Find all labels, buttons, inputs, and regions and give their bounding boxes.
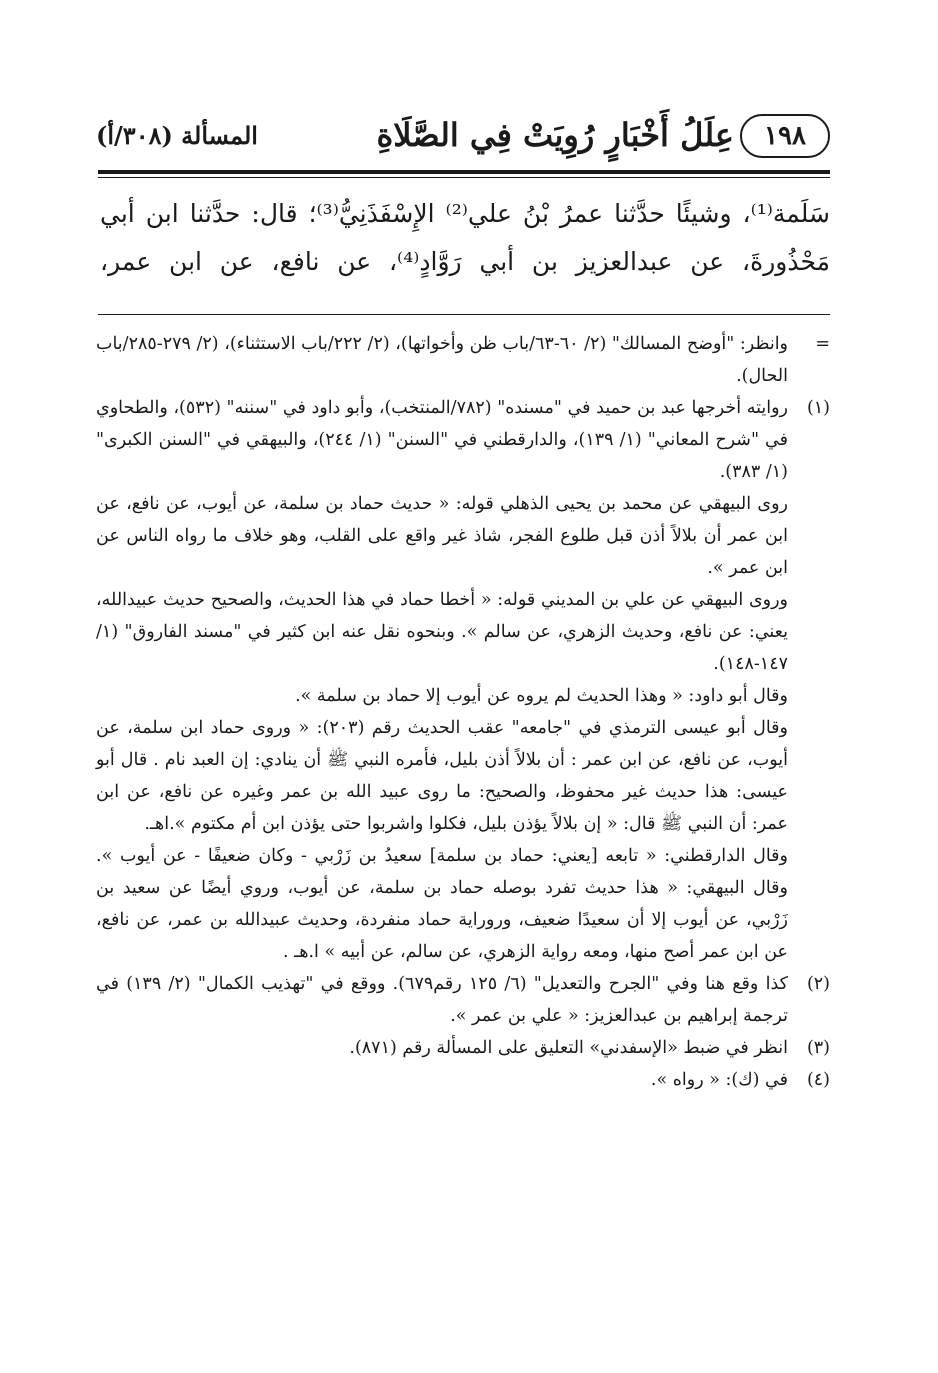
footnote-paragraph: انظر في ضبط «الإسفدني» التعليق على المسألة رقم (٨٧١). [349, 1038, 788, 1058]
footnote-1 [96, 392, 830, 968]
footnote-paragraph: في (ك): « رواه ». [650, 1070, 788, 1090]
main-text-line: سَلَمة⁽¹⁾، وشيئًا حدَّثنا عمرُ بْنُ علي⁽²⁾ الإِسْفَذَنِيُّ⁽³⁾؛ قال: حدَّثنا ابن أبي [100, 199, 830, 228]
footnote-paragraph: روايته أخرجها عبد بن حميد في "مسنده" (٧٨٢/المنتخب)، وأبو داود في "سننه" (٥٣٢)، والطحاوي في "شرح المعاني" (١/ ١٣٩)، والدارقطني في "السنن" (١/ ٢٤٤)، والبيهقي في "السنن الكبرى" (١/ ٣٨٣). [96, 398, 788, 482]
footnote-2 [96, 968, 830, 1032]
footnote-paragraph: وروى البيهقي عن علي بن المديني قوله: « أخطا حماد في هذا الحديث، والصحيح حديث عبيدالله، يعني: عن نافع، وحديث الزهري، عن سالم ». وبنحوه نقل عنه ابن كثير في "مسند الفاروق" (١/ ١٤٧-١٤٨). [96, 590, 788, 674]
issue-label: المسألة (٣٠٨/أ) [96, 121, 258, 150]
header-rule-thick [98, 170, 830, 174]
footnote-marker: (٣) [806, 1038, 830, 1058]
footnote-4 [96, 1064, 830, 1096]
footnote-paragraph: وقال أبو داود: « وهذا الحديث لم يروه عن أيوب إلا حماد بن سلمة ». [295, 686, 788, 706]
main-text [100, 190, 830, 286]
page-number: ١٩٨ [740, 114, 830, 158]
footnote-paragraph: وانظر: "أوضح المسالك" (٢/ ٦٠-٦٣/باب ظن وأخواتها)، (٢/ ٢٢٢/باب الاستثناء)، (٢/ ٢٧٩-٢٨٥/باب الحال). [96, 334, 789, 386]
footnote-paragraph: روى البيهقي عن محمد بن يحيى الذهلي قوله: « حديث حماد بن سلمة، عن أيوب، عن نافع، عن ابن عمر أن بلالاً أذن قبل طلوع الفجر، شاذ غير واقع على القلب، وهو خلاف ما رواه الناس عن ابن عمر ». [96, 494, 788, 578]
footnote-marker: (١) [806, 398, 830, 418]
footnotes [96, 328, 830, 1096]
page-header [96, 112, 830, 162]
footnote-paragraph: كذا وقع هنا وفي "الجرح والتعديل" (٦/ ١٢٥ رقم٦٧٩). ووقع في "تهذيب الكمال" (٢/ ١٣٩) في ترجمة إبراهيم بن عبدالعزيز: « علي بن عمر ». [96, 974, 788, 1026]
footnote-3 [96, 1032, 830, 1064]
book-title: عِلَلُ أَخْبَارٍ رُوِيَتْ فِي الصَّلَاةِ [376, 116, 734, 154]
footnote-separator [98, 314, 830, 315]
main-text-line: مَحْذُورةَ، عن عبدالعزيز بن أبي رَوَّادٍ⁽⁴⁾، عن نافع، عن ابن عمر، [100, 247, 830, 276]
footnote-marker: (٤) [806, 1070, 830, 1090]
header-rule-thin [98, 177, 830, 178]
footnote-continued [96, 328, 830, 392]
footnote-paragraph: وقال أبو عيسى الترمذي في "جامعه" عقب الحديث رقم (٢٠٣): « وروى حماد ابن سلمة، عن أيوب، عن نافع، عن ابن عمر : أن بلالاً أذن بليل، فأمره النبي ﷺ أن ينادي: إن العبد نام . قال أبو عيسى: هذا حديث غير محفوظ، والصحيح: ما روى عبيد الله بن عمر وغيره عن نافع، عن ابن عمر: أن النبي ﷺ قال: « إن بلالاً يؤذن بليل، فكلوا واشربوا حتى يؤذن ابن أم مكتوم ».اهـ. [96, 718, 788, 834]
footnote-marker: (٢) [806, 974, 830, 994]
footnote-marker: = [815, 334, 830, 354]
footnote-paragraph: وقال الدارقطني: « تابعه [يعني: حماد بن سلمة] سعيدُ بن زَرْبي - وكان ضعيفًا - عن أيوب ». وقال البيهقي: « هذا حديث تفرد بوصله حماد بن سلمة، عن أيوب، وروي أيضًا عن سعيد بن زَرْبي، عن أيوب إلا أن سعيدًا ضعيف، وروراية حماد منفردة، وحديث عبيدالله بن عمر، عن نافع، عن ابن عمر أصح منها، ومعه رواية الزهري، عن سالم، عن أبيه » ا.هـ . [96, 846, 788, 962]
